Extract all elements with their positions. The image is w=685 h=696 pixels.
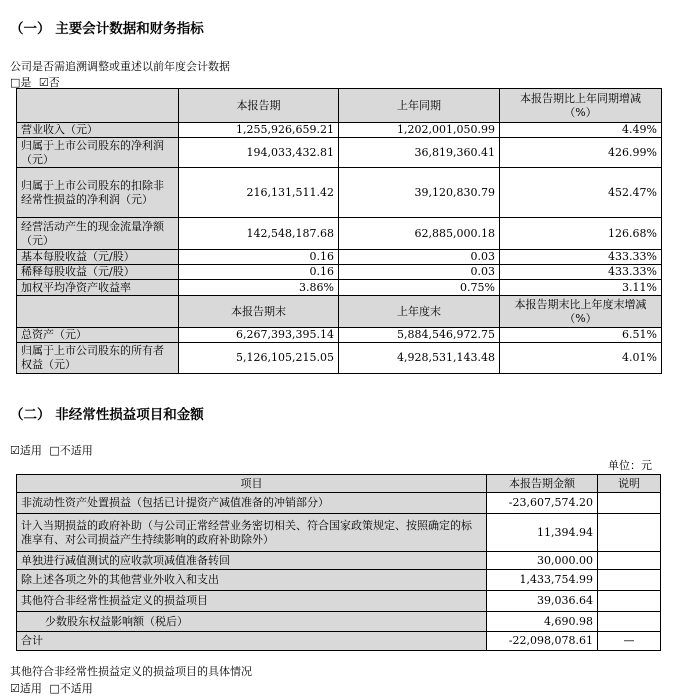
table-row [17, 591, 661, 612]
item-label: 少数股东权益影响额（税后） [17, 612, 487, 632]
header-current-period: 本报告期 [179, 89, 339, 123]
row-label: 归属于上市公司股东的所有者权益（元） [17, 343, 179, 374]
header-prior-year-end: 上年度末 [339, 296, 500, 328]
item-label: 其他符合非经常性损益定义的损益项目 [17, 591, 487, 612]
item-amount: -23,607,574.20 [487, 493, 598, 514]
row-prior: 1,202,001,050.99 [339, 123, 500, 138]
row-label: 总资产（元） [17, 328, 179, 343]
item-note: — [598, 632, 661, 651]
table-row [17, 343, 662, 374]
row-prior: 0.03 [339, 265, 500, 280]
row-prior: 4,928,531,143.48 [339, 343, 500, 374]
item-label: 除上述各项之外的其他营业外收入和支出 [17, 570, 487, 591]
header-change-line2: （%） [564, 105, 597, 119]
item-note [598, 514, 661, 552]
row-change: 3.11% [500, 280, 662, 296]
row-change: 4.49% [500, 123, 662, 138]
header-prior-period: 上年同期 [339, 89, 500, 123]
header-period-end: 本报告期末 [179, 296, 339, 328]
item-note [598, 552, 661, 570]
table-row [17, 218, 662, 250]
row-label: 归属于上市公司股东的净利润（元） [17, 138, 179, 168]
row-current: 0.16 [179, 265, 339, 280]
table-row [17, 250, 662, 265]
table-row [17, 552, 661, 570]
header-period-end-change [500, 296, 662, 328]
table-row [17, 493, 661, 514]
item-amount: 1,433,754.99 [487, 570, 598, 591]
header-period-end-change-line1: 本报告期末比上年度末增减 [514, 297, 647, 311]
header-note: 说明 [598, 475, 661, 493]
section2-heading: （二） 非经常性损益项目和金额 [10, 407, 204, 423]
item-label: 计入当期损益的政府补助（与公司正常经营业务密切相关、符合国家政策规定、按照确定的标准享有、对公司损益产生持续影响的政府补助除外） [17, 514, 487, 552]
option-yes-checkbox[interactable]: □是 [10, 76, 32, 89]
table-row [17, 123, 662, 138]
row-current: 5,126,105,215.05 [179, 343, 339, 374]
item-amount: 4,690.98 [487, 612, 598, 632]
row-current: 142,548,187.68 [179, 218, 339, 250]
row-label: 稀释每股收益（元/股） [17, 265, 179, 280]
row-current: 0.16 [179, 250, 339, 265]
row-prior: 39,120,830.79 [339, 168, 500, 218]
footer-options [10, 680, 93, 696]
row-change: 433.33% [500, 250, 662, 265]
item-amount: -22,098,078.61 [487, 632, 598, 651]
row-current: 3.86% [179, 280, 339, 296]
item-note [598, 612, 661, 632]
item-amount: 39,036.64 [487, 591, 598, 612]
item-amount: 30,000.00 [487, 552, 598, 570]
item-note [598, 570, 661, 591]
row-change: 4.01% [500, 343, 662, 374]
footer-applicable-checkbox[interactable]: ☑适用 [10, 682, 42, 695]
row-label: 营业收入（元） [17, 123, 179, 138]
table1-header-blank [17, 89, 179, 123]
item-amount: 11,394.94 [487, 514, 598, 552]
item-label: 合计 [17, 632, 487, 651]
header-item: 项目 [17, 475, 487, 493]
row-prior: 0.03 [339, 250, 500, 265]
table-row [17, 138, 662, 168]
row-prior: 36,819,360.41 [339, 138, 500, 168]
section2-options [10, 442, 93, 458]
table2-header-blank [17, 296, 179, 328]
item-note [598, 591, 661, 612]
row-current: 1,255,926,659.21 [179, 123, 339, 138]
item-label: 非流动性资产处置损益（包括已计提资产减值准备的冲销部分） [17, 493, 487, 514]
table-row [17, 168, 662, 218]
table-row-total [17, 632, 661, 651]
header-change-line1: 本报告期比上年同期增减 [520, 91, 641, 105]
row-current: 6,267,393,395.14 [179, 328, 339, 343]
row-change: 6.51% [500, 328, 662, 343]
row-prior: 5,884,546,972.75 [339, 328, 500, 343]
not-applicable-checkbox[interactable]: □不适用 [49, 444, 93, 457]
row-label: 基本每股收益（元/股） [17, 250, 179, 265]
row-current: 194,033,432.81 [179, 138, 339, 168]
non-recurring-items-table [16, 474, 661, 651]
row-prior: 0.75% [339, 280, 500, 296]
applicable-checkbox[interactable]: ☑适用 [10, 444, 42, 457]
table-row [17, 280, 662, 296]
row-change: 126.68% [500, 218, 662, 250]
financial-data-table [16, 88, 662, 374]
footer-note: 其他符合非经常性损益定义的损益项目的具体情况 [10, 665, 252, 678]
option-no-checkbox[interactable]: ☑否 [38, 76, 60, 89]
row-label: 加权平均净资产收益率 [17, 280, 179, 296]
table-row [17, 265, 662, 280]
table2-header-row [17, 296, 662, 328]
row-label: 归属于上市公司股东的扣除非经常性损益的净利润（元） [17, 168, 179, 218]
table-row [17, 514, 661, 552]
row-change: 433.33% [500, 265, 662, 280]
header-period-end-change-line2: （%） [564, 311, 597, 325]
row-label: 经营活动产生的现金流量净额（元） [17, 218, 179, 250]
table-row [17, 328, 662, 343]
unit-label: 单位：元 [608, 459, 652, 472]
header-change-percent [500, 89, 662, 123]
restatement-question: 公司是否需追溯调整或重述以前年度会计数据 [10, 60, 230, 73]
row-current: 216,131,511.42 [179, 168, 339, 218]
table-row [17, 612, 661, 632]
nr-header-row [17, 475, 661, 493]
section1-heading: （一） 主要会计数据和财务指标 [10, 21, 204, 37]
header-amount: 本报告期金额 [487, 475, 598, 493]
row-change: 426.99% [500, 138, 662, 168]
item-label: 单独进行减值测试的应收款项减值准备转回 [17, 552, 487, 570]
table1-header-row [17, 89, 662, 123]
row-change: 452.47% [500, 168, 662, 218]
row-prior: 62,885,000.18 [339, 218, 500, 250]
item-note [598, 493, 661, 514]
footer-not-applicable-checkbox[interactable]: □不适用 [49, 682, 93, 695]
table-row [17, 570, 661, 591]
